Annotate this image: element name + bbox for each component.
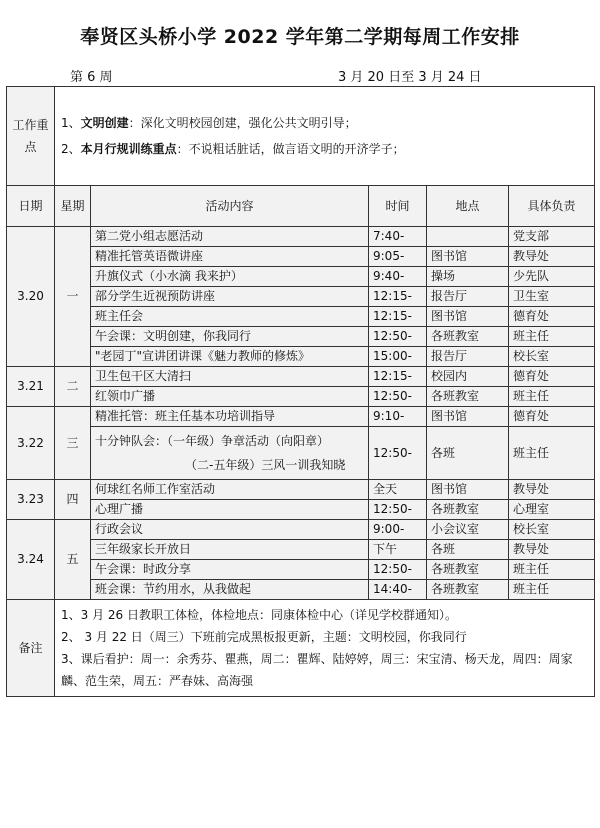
place-cell: 小会议室 xyxy=(427,520,509,540)
activity-cell: 部分学生近视预防讲座 xyxy=(91,287,369,307)
activity-cell: 班会课：节约用水，从我做起 xyxy=(91,580,369,600)
table-row xyxy=(7,247,595,267)
header-time: 时间 xyxy=(369,186,427,227)
owner-cell: 德育处 xyxy=(509,407,595,427)
place-cell: 报告厅 xyxy=(427,287,509,307)
activity-cell: 行政会议 xyxy=(91,520,369,540)
place-cell: 图书馆 xyxy=(427,247,509,267)
place-cell: 图书馆 xyxy=(427,407,509,427)
date-cell: 3.21 xyxy=(7,367,55,407)
note-line-3: 3、课后看护：周一：余秀芬、瞿燕，周二：瞿辉、陆婷婷，周三：宋宝清、杨天龙，周四：周家麟、范生荣，周五：严春妹、高海强 xyxy=(61,652,573,688)
date-range: 3 月 20 日至 3 月 24 日 xyxy=(338,70,482,85)
notes-label: 备注 xyxy=(7,600,55,697)
weekday-cell: 三 xyxy=(55,407,91,480)
focus-row xyxy=(7,87,595,186)
place-cell: 各班教室 xyxy=(427,560,509,580)
activity-cell: 午会课：时政分享 xyxy=(91,560,369,580)
place-cell: 各班教室 xyxy=(427,500,509,520)
weekday-cell: 一 xyxy=(55,227,91,367)
table-row xyxy=(7,500,595,520)
header-date: 日期 xyxy=(7,186,55,227)
table-row xyxy=(7,267,595,287)
date-cell: 3.22 xyxy=(7,407,55,480)
time-cell: 9:00- xyxy=(369,520,427,540)
date-cell: 3.24 xyxy=(7,520,55,600)
date-cell: 3.20 xyxy=(7,227,55,367)
table-row xyxy=(7,407,595,427)
time-cell: 12:15- xyxy=(369,307,427,327)
table-row xyxy=(7,520,595,540)
header-place: 地点 xyxy=(427,186,509,227)
owner-cell: 班主任 xyxy=(509,327,595,347)
place-cell xyxy=(427,227,509,247)
date-cell: 3.23 xyxy=(7,480,55,520)
owner-cell: 校长室 xyxy=(509,347,595,367)
owner-cell: 德育处 xyxy=(509,307,595,327)
place-cell: 各班教室 xyxy=(427,327,509,347)
table-row xyxy=(7,580,595,600)
place-cell: 各班 xyxy=(427,427,509,480)
owner-cell: 班主任 xyxy=(509,560,595,580)
place-cell: 校园内 xyxy=(427,367,509,387)
time-cell: 12:15- xyxy=(369,367,427,387)
activity-cell: 班主任会 xyxy=(91,307,369,327)
activity-cell: 精准托管英语微讲座 xyxy=(91,247,369,267)
owner-cell: 教导处 xyxy=(509,247,595,267)
focus-content xyxy=(55,87,595,186)
activity-cell: 升旗仪式（小水滴 我来护） xyxy=(91,267,369,287)
activity-cell: 三年级家长开放日 xyxy=(91,540,369,560)
schedule-table xyxy=(6,86,595,697)
note-line-2: 2、 3 月 22 日（周三）下班前完成黑板报更新，主题：文明校园，你我同行 xyxy=(61,630,467,644)
owner-cell: 校长室 xyxy=(509,520,595,540)
owner-cell: 心理室 xyxy=(509,500,595,520)
owner-cell: 党支部 xyxy=(509,227,595,247)
owner-cell: 教导处 xyxy=(509,480,595,500)
table-row xyxy=(7,387,595,407)
table-row xyxy=(7,480,595,500)
time-cell: 9:10- xyxy=(369,407,427,427)
time-cell: 12:15- xyxy=(369,287,427,307)
table-row xyxy=(7,307,595,327)
table-row xyxy=(7,560,595,580)
weekday-cell: 五 xyxy=(55,520,91,600)
notes-content xyxy=(55,600,595,697)
table-row xyxy=(7,367,595,387)
note-line-1: 1、3 月 26 日教职工体检，体检地点：同康体检中心（详见学校群通知）。 xyxy=(61,608,457,622)
owner-cell: 德育处 xyxy=(509,367,595,387)
time-cell: 9:05- xyxy=(369,247,427,267)
time-cell: 下午 xyxy=(369,540,427,560)
table-row xyxy=(7,327,595,347)
activity-line-2: （二-五年级）三风一训我知晓 xyxy=(185,458,346,472)
time-cell: 12:50- xyxy=(369,500,427,520)
activity-cell: 午会课：文明创建，你我同行 xyxy=(91,327,369,347)
place-cell: 操场 xyxy=(427,267,509,287)
owner-cell: 少先队 xyxy=(509,267,595,287)
time-cell: 7:40- xyxy=(369,227,427,247)
activity-cell: 精准托管：班主任基本功培训指导 xyxy=(91,407,369,427)
time-cell: 全天 xyxy=(369,480,427,500)
time-cell: 12:50- xyxy=(369,427,427,480)
page-title: 奉贤区头桥小学 2022 学年第二学期每周工作安排 xyxy=(80,26,520,48)
place-cell: 各班教室 xyxy=(427,387,509,407)
header-activity: 活动内容 xyxy=(91,186,369,227)
activity-line-1: 十分钟队会：（一年级）争章活动（向阳章） xyxy=(95,434,330,448)
place-cell: 各班教室 xyxy=(427,580,509,600)
focus-item-2: 2、本月行规训练重点：不说粗话脏话，做言语文明的开济学子； xyxy=(61,142,405,156)
activity-cell: 第二党小组志愿活动 xyxy=(91,227,369,247)
header-weekday: 星期 xyxy=(55,186,91,227)
notes-row xyxy=(7,600,595,697)
owner-cell: 卫生室 xyxy=(509,287,595,307)
activity-cell: 卫生包干区大清扫 xyxy=(91,367,369,387)
focus-item-1: 1、文明创建：深化文明校园创建，强化公共文明引导； xyxy=(61,116,357,130)
time-cell: 15:00- xyxy=(369,347,427,367)
table-row xyxy=(7,287,595,307)
owner-cell: 班主任 xyxy=(509,580,595,600)
time-cell: 12:50- xyxy=(369,560,427,580)
time-cell: 12:50- xyxy=(369,327,427,347)
owner-cell: 班主任 xyxy=(509,427,595,480)
time-cell: 14:40- xyxy=(369,580,427,600)
time-cell: 9:40- xyxy=(369,267,427,287)
activity-cell: 心理广播 xyxy=(91,500,369,520)
place-cell: 报告厅 xyxy=(427,347,509,367)
place-cell: 各班 xyxy=(427,540,509,560)
header-owner: 具体负责 xyxy=(509,186,595,227)
table-row xyxy=(7,227,595,247)
focus-label: 工作重点 xyxy=(7,87,55,186)
activity-cell xyxy=(91,427,369,480)
activity-cell: "老园丁"宣讲团讲课《魅力教师的修炼》 xyxy=(91,347,369,367)
owner-cell: 班主任 xyxy=(509,387,595,407)
owner-cell: 教导处 xyxy=(509,540,595,560)
place-cell: 图书馆 xyxy=(427,480,509,500)
activity-cell: 何球红名师工作室活动 xyxy=(91,480,369,500)
table-row xyxy=(7,427,595,480)
time-cell: 12:50- xyxy=(369,387,427,407)
weekday-cell: 四 xyxy=(55,480,91,520)
weekday-cell: 二 xyxy=(55,367,91,407)
table-row xyxy=(7,540,595,560)
place-cell: 图书馆 xyxy=(427,307,509,327)
week-number: 第 6 周 xyxy=(70,70,113,85)
header-row xyxy=(7,186,595,227)
table-row xyxy=(7,347,595,367)
activity-cell: 红领巾广播 xyxy=(91,387,369,407)
